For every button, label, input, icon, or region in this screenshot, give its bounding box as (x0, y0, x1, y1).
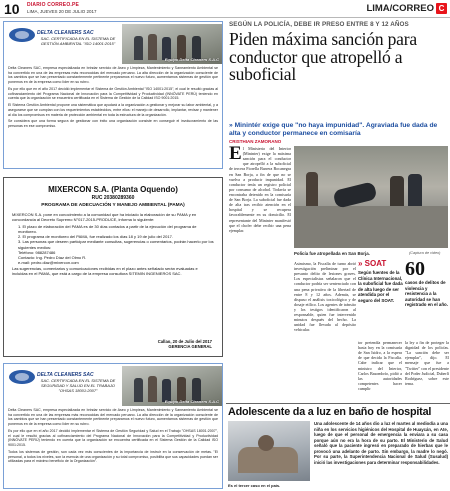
article-column-1 (229, 143, 291, 233)
ad-certification-line: SAC. CERTIFICADA EN EL SISTEMA DE SEGURIDAD Y SALUD EN EL TRABAJO "OHSAS 18001:2007" (40, 378, 116, 393)
notice-sign-role: GERENCIA GENERAL (168, 344, 212, 350)
notice-item: 3. Las personas que deseen participar mediante consultas, sugerencias o comentarios, podrán hacerlo por los siguientes medios: (18, 239, 214, 250)
soat-sidebar (358, 259, 403, 303)
article-column-3 (358, 340, 402, 391)
ad-paragraph: Todos los sistemas de gestión, son cada vez más conscientes de la importancia de instruir en la conservación de metas. "El personal, a todos los niveles, son la esencia de una organización y su total compromiso, posibilita que sus capacidades puedan ser utilizadas para el máximo beneficio de la Organización". (8, 449, 218, 464)
stat-text: casos de delitos de violencia y resistencia a la autoridad se han registrado en el año. (405, 280, 448, 307)
ad-company-name: DELTA CLEANERS SAC (37, 30, 94, 36)
soat-title: » SOAT (358, 259, 387, 268)
article-body-3: tor pretendía permanecer hasta hoy en la comisaría de San Isidro, a la espera de que decida la Fiscalía. Cabe indicar que el ministro del Interior, Carlos Basombrío, pidió a las autoridades competentes hacer cumplir (358, 340, 402, 391)
publication-date: LIMA, JUEVES 20 DE JULIO 2017 (27, 9, 97, 14)
ad-banner (4, 364, 222, 408)
bottom-story-headline[interactable]: Adolescente da a luz en baño de hospital (228, 406, 432, 418)
ad-paragraph: Es por ello que en el año 2017 decidió implementar el Sistema de Gestión Ambiental "ISO 14001:2015", el cual le resultó gracias al cofinanciamiento del Programa Nacional de Innovación para la Competitividad y Productividad (INNÓVATE PERÚ) teniendo en cuenta que la organización se encuentra certificada en el Sistema de Gestión de la Calidad ISO 9001:2015. (8, 86, 218, 101)
mixercon-pama-notice (3, 177, 223, 357)
stat-sidebar (405, 259, 449, 308)
article-headline[interactable]: Piden máxima sanción para conductor que atropelló a suboficial (229, 29, 417, 84)
story-divider (226, 403, 450, 404)
page-header (0, 0, 450, 18)
bottom-story-photo (228, 421, 310, 481)
photo-caption: Policía fue atropellada en San Borja. (294, 251, 370, 256)
drop-cap: E (229, 143, 242, 164)
article-column-2 (294, 261, 356, 333)
soat-text: Según fuentes de la Clínica Internacional, la suboficial fue dada de alta luego de ser atendida por el seguro del SOAT. (358, 270, 403, 303)
notice-item: 2. El programa de monitoreo del PAMA, fue realizado los días 18 y 19 de julio del 2017. (18, 234, 173, 240)
bottom-story-text: Una adolescente de 14 años dio a luz el martes al mediodía a una niña en los servicios higiénicos del Hospital de Huaycán, en Ate, luego de que el personal de emergencia la enviara a su casa porque aún no era la hora de su parto. El Ministerio de Salud señaló que la paciente ingresó en preparado de hierbas que le provocó una adelanto de parto. Sin embargo, la madre lo negó. Por su parte, la Superintendencia Nacional de Salud (Susalud) inició las investigaciones para determinar responsabilidades. (314, 421, 448, 466)
ad-paragraph: Delta Cleaners SAC, empresa especializada en brindar servicio de Aseo y Limpieza, Mantenimiento y Saneamiento Ambiental se ha convertido en una de las empresas más reconocidas del mercado peruano. La alta dirección de la organización consciente de los cambios que se han presentado constantemente pertinente preparamos el nuevo futuro, aumentamos sistemas de gestión que ponemos en de la empresa como líder en su rubro. (8, 66, 218, 85)
section-title: LIMA/CORREO (366, 3, 434, 14)
article-kicker: SEGÚN LA POLICÍA, DEBE IR PRESO ENTRE 8 Y 12 AÑOS (229, 21, 409, 28)
stat-number: 60 (405, 258, 425, 280)
page-number: 10 (4, 1, 20, 17)
article-column-4 (405, 340, 449, 386)
notice-contact-phone: Teléfono: 988287486 (18, 249, 56, 255)
notice-ruc: RUC 20380289360 (91, 195, 135, 201)
publication-name[interactable]: DIARIO CORREO.PE (27, 2, 80, 8)
notice-program: PROGRAMA DE ADECUACIÓN Y MANEJO AMBIENTAL (PAMA) (41, 203, 185, 208)
notice-closing: Las sugerencias, comentarios y comunicaciones recibidas en el plazo antes señalado serán evaluadas e incluidas en el PAMA, que está a cargo de la empresa consultora SITEMIN INGENIEROS SAC. (12, 265, 198, 276)
ad-company-name: DELTA CLEANERS SAC (37, 372, 94, 378)
notice-signature (158, 339, 212, 350)
notice-sign-date: Callao, 20 de Julio del 2017 (157, 338, 212, 344)
article-subhead: » Minintér exige que "no haya impunidad". Agraviada fue dada de alta y conductor permanece en comisaría (229, 122, 438, 137)
delta-cleaners-logo-icon (9, 28, 35, 42)
ad-banner (4, 22, 222, 66)
article-body-1: l Ministerio del Interior (Mininter) exige la máxima sanción para el conductor que atropelló a la suboficial de tercera Fiorella Barrera Bocanegra en San Borja, a fin de que no se vuelva a producir impunidad. El conductor tenía un registro policial por consumo de alcohol. Todavía se encontraba detenido en la comisaría de San Borja. La suboficial fue dada de alta tras recibir atención en el hospital y se recupera favorablemente en su domicilio. El representante del Mininter manifestó que el chofer debe recibir una pena ejemplar. (229, 146, 291, 233)
accident-photo (294, 146, 448, 248)
notice-contact-person: Contacto: Ing. Pedro Díaz del Olmo R. (18, 255, 87, 261)
team-photo (122, 366, 222, 406)
ad-paragraph: Se considera que una forma segura de gestionar con éxito una organización consiste en conseguir el involucramiento de las personas en ese compromiso. (8, 119, 218, 129)
article-byline: CRISTHIAN ZAMORANO (229, 139, 282, 144)
notice-intro: MIXERCON S.A. pone en conocimiento a la comunidad que ha iniciado la elaboración de su PAMA y en concordancia al Decreto Supremo N°017-2015-PRODUCE, informa lo siguiente: (12, 212, 197, 223)
ad-certification-line: SAC. CERTIFICADA EN EL SISTEMA DE GESTIÓN AMBIENTAL "ISO 14001:2015" (40, 36, 116, 46)
article-body-4: la ley a fin de proteger la dignidad de los policías. "La sanción debe ser ejemplar", dijo. El mensaje que fue a "Twitter" con el presidente del Poder Judicial, Duberlí Rodríguez, sobre este tema. (405, 340, 449, 386)
ad-paragraph: Es por ello que en el año 2017 decidió implementar el Sistema de Gestión Seguridad y Salud en el Trabajo "OHSAS 18001:2007", el cual le resultó gracias al cofinanciamiento del Programa Nacional de Innovación para la Competitividad y Productividad (INNÓVATE PERÚ) teniendo en cuenta que la organización se encuentra certificada en el Sistema Gestión de la Calidad ISO 9001:2015. (8, 428, 218, 448)
article-body-text (229, 143, 291, 233)
team-photo-caption: Equipo Delta Cleaners S.A.C (164, 398, 219, 404)
notice-title: MIXERCON S.A. (Planta Oquendo) (48, 185, 178, 194)
delta-cleaners-iso-ad (3, 21, 223, 169)
photo-credit: (Captura de video) (409, 251, 441, 255)
notice-item: 1. El plazo de elaboración del PAMA es de 30 días contados a partir de la ejecución del programa de monitoreo. (18, 223, 197, 234)
team-photo (122, 24, 222, 64)
notice-contact-email[interactable]: e-mail: pedro.diaz@mixercon.com (18, 260, 79, 266)
article-body-2: Asimismo, la Fiscalía de turno abrió investigación preliminar por el presunto delito de lesiones graves. Los especialistas señalaron que el conductor podría ser sentenciado con una pena privativa de la libertad de entre 8 y 12 años. Además, se dispuso el análisis toxicológico y de dosaje etílico. Los agentes de tránsito y los testigos identificaron al responsable, quien fue intervenido minutos después del hecho. La unidad fue llevada al depósito vehicular. (294, 261, 356, 333)
bottom-story-caption: Es el tercer caso en el país. (228, 483, 281, 488)
delta-cleaners-logo-icon (9, 370, 35, 384)
ad-paragraph: Delta Cleaners SAC, empresa especializada en brindar servicio de Aseo y Limpieza, Mantenimiento y Saneamiento Ambiental se ha convertido en una de las empresas más reconocidas del mercado peruano. La alta dirección de la organización consciente de los cambios que se han presentado constantemente pertinente preparamos el nuevo futuro, aumentamos sistemas de gestión que ponemos en de la empresa como líder en su rubro. (8, 408, 218, 427)
delta-cleaners-ohsas-ad (3, 363, 223, 489)
ad-paragraph: El Sistema Gestión Ambiental propone una sistemática que ayudará a la organización a gestionar y mejorar su labor ambiental, y a asegurarse que se cumplan con los requerimientos establecidos, entre ellos: el manejo de desarrollo, implantar, revisar y mantener al día los compromisos en materia de protección ambiental en toda la estructura de la organización. (8, 103, 218, 117)
team-photo-caption: Equipo Delta Cleaners S.A.C (164, 56, 219, 62)
correo-logo-icon: C (436, 3, 447, 14)
